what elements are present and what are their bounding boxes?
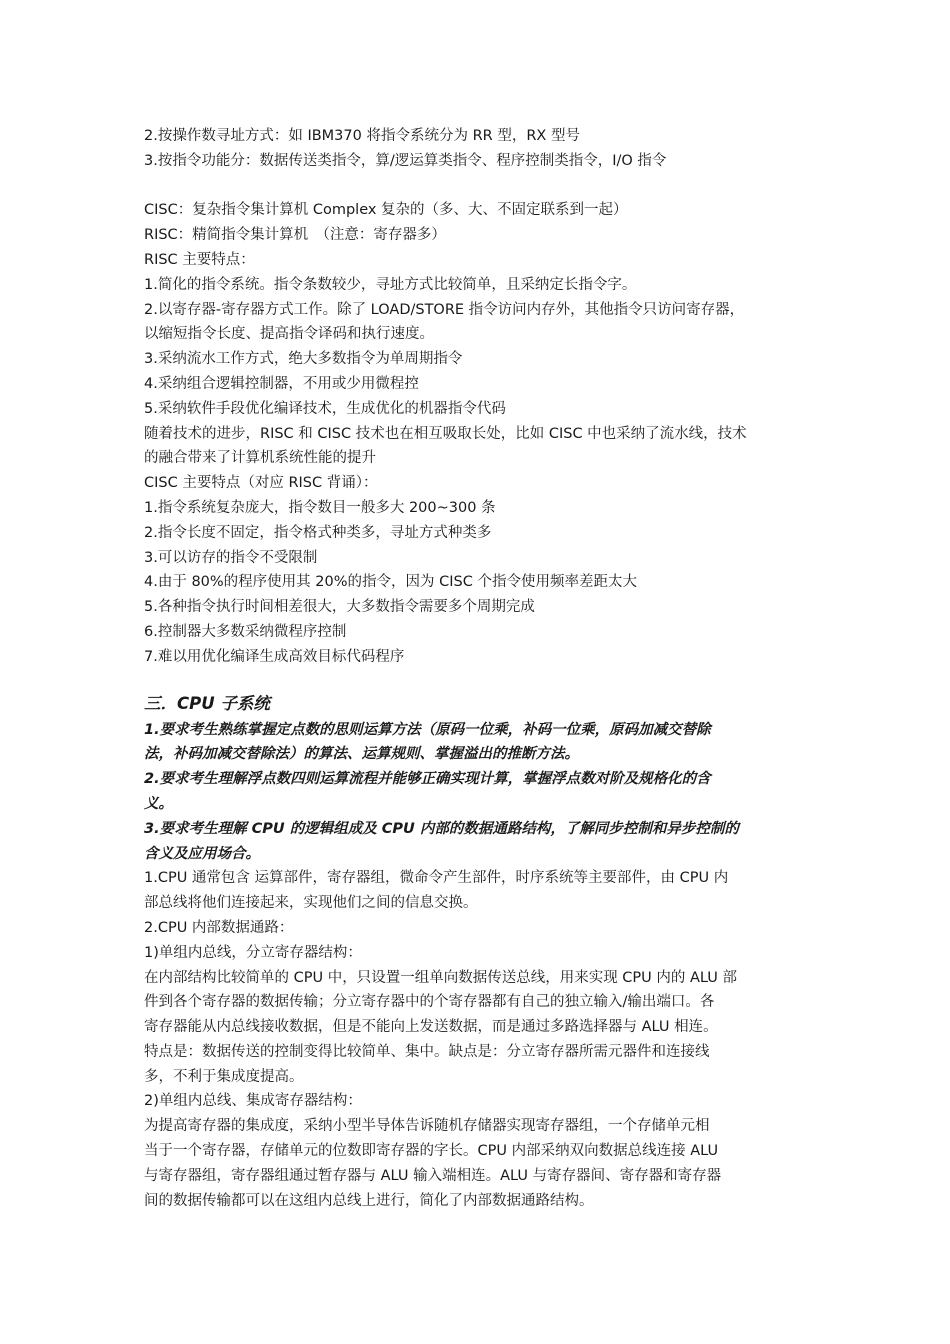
text-line: 1.指令系统复杂庞大，指令数目一般多大 200~300 条	[144, 499, 496, 516]
requirement-line: 3.要求考生理解 CPU 的逻辑组成及 CPU 内部的数据通路结构，了解同步控制和异步控制的	[144, 820, 739, 837]
text-line: 特点是：数据传送的控制变得比较简单、集中。缺点是：分立寄存器所需元器件和连接线	[144, 1043, 710, 1060]
text-line: 为提高寄存器的集成度，采纳小型半导体告诉随机存储器实现寄存器组，一个存储单元相	[144, 1118, 710, 1135]
text-line: 1.简化的指令系统。指令条数较少，寻址方式比较简单，且采纳定长指令字。	[144, 276, 637, 293]
text-line: 2.指令长度不固定，指令格式种类多，寻址方式种类多	[144, 524, 492, 541]
text-line: 4.由于 80%的程序使用其 20%的指令，因为 CISC 个指令使用频率差距太大	[144, 574, 637, 591]
text-line: 5.采纳软件手段优化编译技术，生成优化的机器指令代码	[144, 400, 506, 417]
text-line: 1.CPU 通常包含 运算部件，寄存器组，微命令产生部件，时序系统等主要部件，由 CPU 内	[144, 870, 729, 887]
text-line: 部总线将他们连接起来，实现他们之间的信息交换。	[144, 895, 478, 912]
text-line: 2)单组内总线、集成寄存器结构：	[144, 1093, 362, 1110]
requirement-line: 法，补码加减交替除法）的算法、运算规则、掌握溢出的推断方法。	[144, 746, 579, 763]
text-line: 2.按操作数寻址方式：如 IBM370 将指令系统分为 RR 型，RX 型号	[144, 128, 580, 144]
requirements-block	[144, 718, 824, 867]
document-page	[144, 124, 824, 1213]
text-line: 随着技术的进步，RISC 和 CISC 技术也在相互吸取长处，比如 CISC 中也采纳了流水线，技术	[144, 425, 747, 442]
body-text-block	[144, 866, 824, 1213]
text-line: 件到各个寄存器的数据传输；分立寄存器中的个寄存器都有自己的独立输入/输出端口。各	[144, 994, 715, 1011]
requirement-line: 义。	[144, 795, 173, 812]
instruction-classification-section	[144, 124, 824, 174]
text-line: 间的数据传输都可以在这组内总线上进行，简化了内部数据通路结构。	[144, 1192, 594, 1209]
text-line: CISC 主要特点（对应 RISC 背诵）：	[144, 475, 378, 492]
cpu-subsystem-section	[144, 690, 824, 1214]
text-line: 2.以寄存器-寄存器方式工作。除了 LOAD/STORE 指令访问内存外，其他指令只访问寄存器，	[144, 301, 745, 318]
text-line: 的融合带来了计算机系统性能的提升	[144, 450, 376, 467]
text-line: 5.各种指令执行时间相差很大，大多数指令需要多个周期完成	[144, 599, 535, 616]
section-heading: 三．CPU 子系统	[144, 693, 270, 713]
text-line: 以缩短指令长度、提高指令译码和执行速度。	[144, 326, 434, 343]
text-line: RISC 主要特点：	[144, 251, 255, 268]
text-line: 2.CPU 内部数据通路：	[144, 919, 294, 936]
requirement-line: 2.要求考生理解浮点数四则运算流程并能够正确实现计算，掌握浮点数对阶及规格化的含	[144, 771, 711, 788]
section-gap	[144, 670, 824, 690]
text-line: 1)单组内总线，分立寄存器结构：	[144, 944, 362, 961]
text-line: 3.按指令功能分：数据传送类指令，算/逻运算类指令、程序控制类指令，I/O 指令	[144, 152, 667, 169]
text-line: CISC：复杂指令集计算机 Complex 复杂的（多、大、不固定联系到一起）	[144, 202, 628, 219]
text-line: 7.难以用优化编译生成高效目标代码程序	[144, 648, 405, 665]
text-line: 与寄存器组，寄存器组通过暂存器与 ALU 输入端相连。ALU 与寄存器间、寄存器和寄存器	[144, 1167, 722, 1184]
risc-cisc-section	[144, 198, 824, 669]
requirement-line: 1.要求考生熟练掌握定点数的思则运算方法（原码一位乘，补码一位乘，原码加减交替除	[144, 721, 711, 738]
text-line: 3.可以访存的指令不受限制	[144, 549, 318, 566]
requirement-line: 含义及应用场合。	[144, 845, 260, 862]
text-line: 3.采纳流水工作方式，绝大多数指令为单周期指令	[144, 351, 463, 368]
text-line: 在内部结构比较简单的 CPU 中，只设置一组单向数据传送总线，用来实现 CPU 内的 ALU 部	[144, 969, 738, 986]
text-line: RISC：精简指令集计算机 （注意：寄存器多）	[144, 227, 446, 244]
text-line: 4.采纳组合逻辑控制器，不用或少用微程控	[144, 375, 419, 392]
text-line: 6.控制器大多数采纳微程序控制	[144, 623, 347, 640]
text-line: 多，不利于集成度提高。	[144, 1068, 304, 1085]
text-line: 当于一个寄存器，存储单元的位数即寄存器的字长。CPU 内部采纳双向数据总线连接 ALU	[144, 1143, 719, 1160]
text-line: 寄存器能从内总线接收数据，但是不能向上发送数据，而是通过多路选择器与 ALU 相连。	[144, 1019, 718, 1036]
blank-line	[144, 174, 824, 199]
